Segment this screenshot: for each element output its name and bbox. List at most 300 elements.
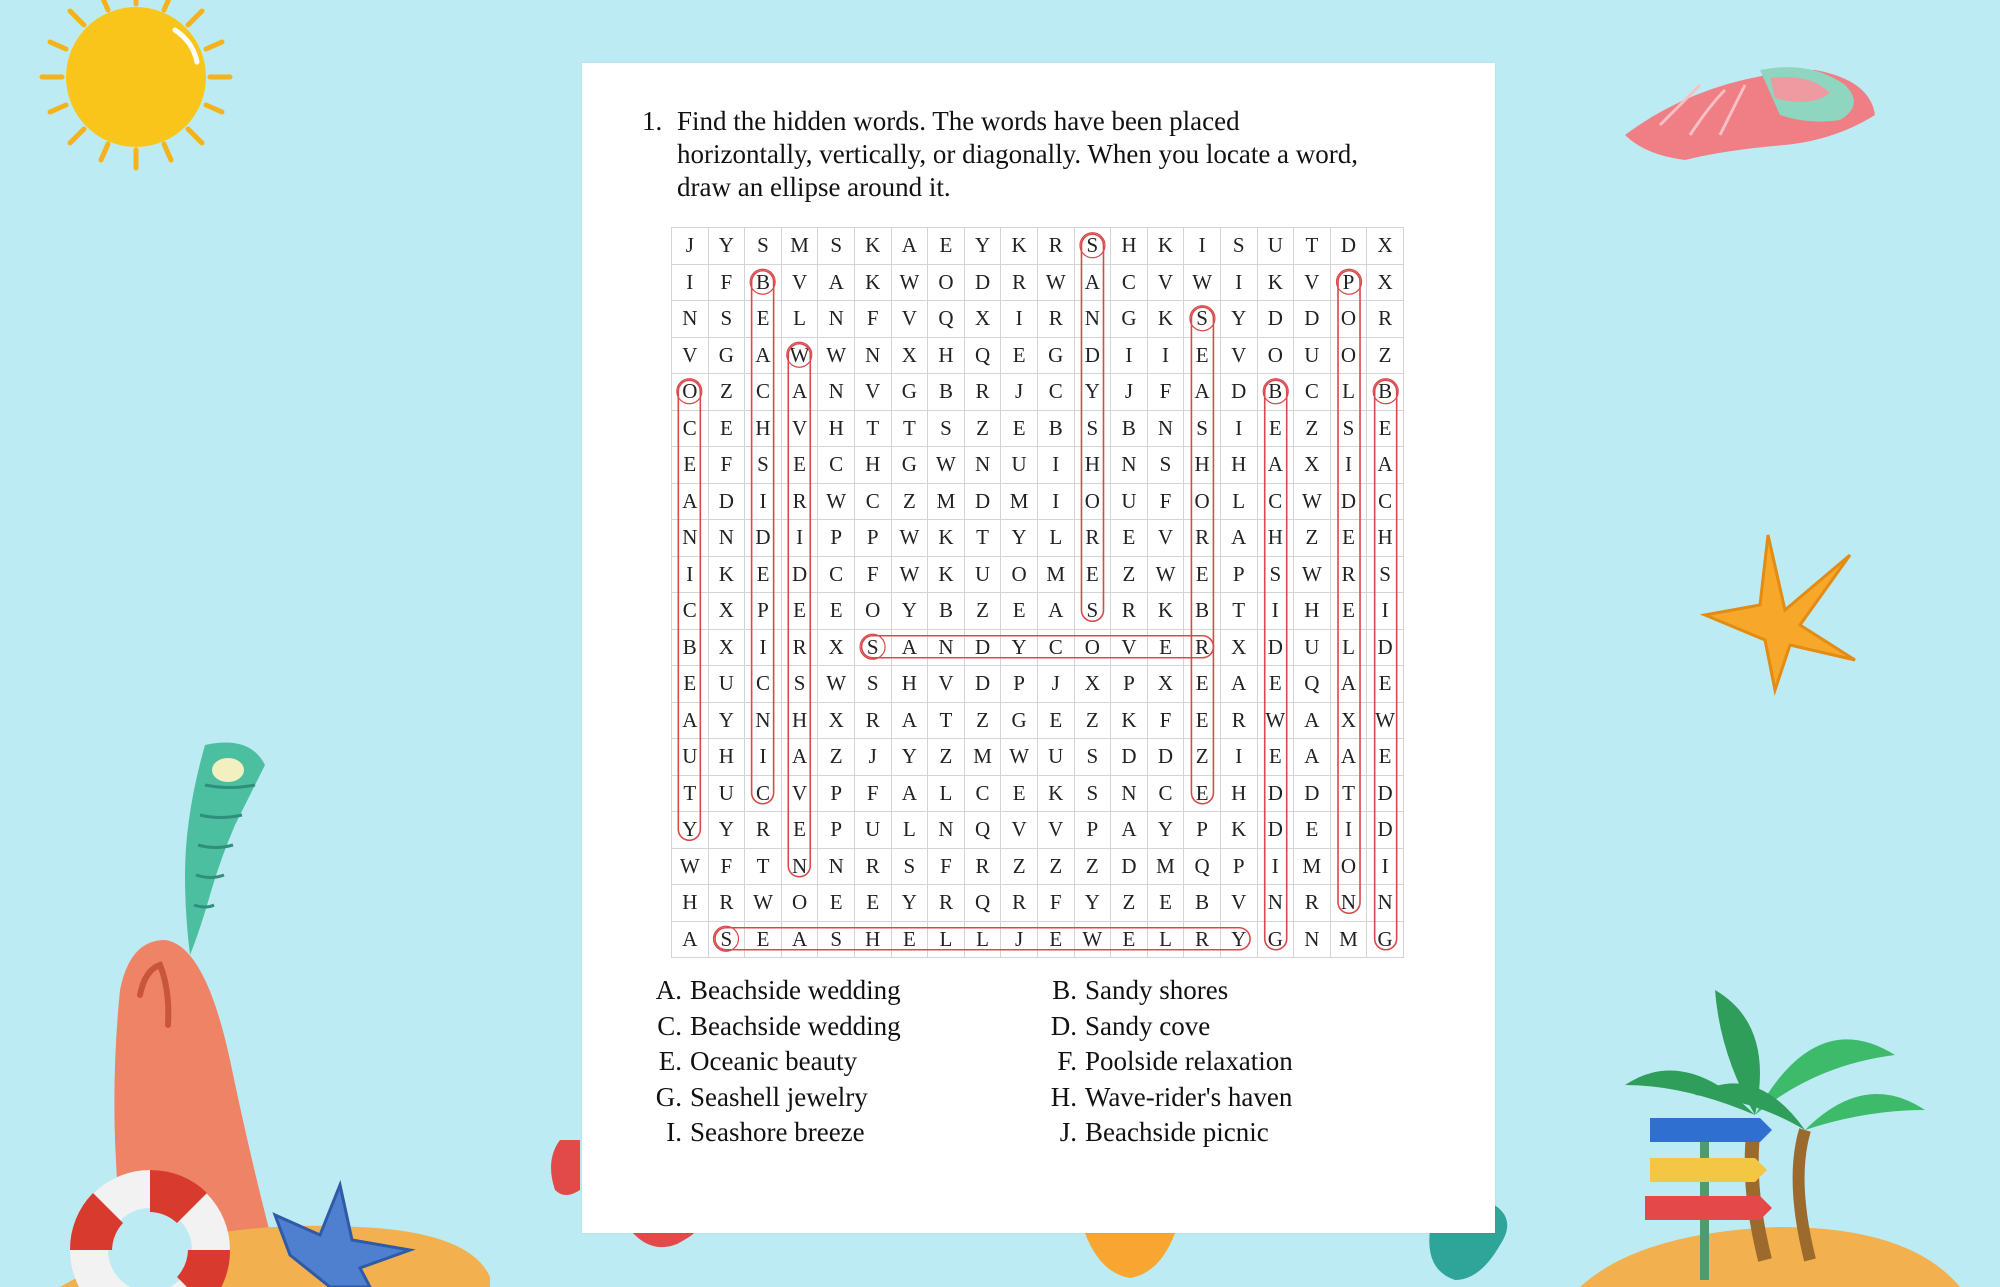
grid-cell[interactable]: A	[1184, 374, 1221, 411]
grid-cell[interactable]: L	[928, 921, 965, 958]
grid-cell[interactable]: Y	[1074, 885, 1111, 922]
grid-cell[interactable]: C	[1147, 775, 1184, 812]
grid-cell[interactable]: O	[1001, 556, 1038, 593]
grid-cell[interactable]: S	[745, 228, 782, 265]
grid-cell[interactable]: W	[891, 264, 928, 301]
grid-cell[interactable]: R	[1074, 520, 1111, 557]
grid-cell[interactable]: E	[1111, 520, 1148, 557]
grid-cell[interactable]: Z	[1184, 739, 1221, 776]
grid-cell[interactable]: S	[1074, 228, 1111, 265]
grid-cell[interactable]: L	[781, 301, 818, 338]
grid-cell[interactable]: R	[928, 885, 965, 922]
grid-cell[interactable]: M	[1001, 483, 1038, 520]
grid-cell[interactable]: S	[1074, 775, 1111, 812]
answer-option[interactable]	[1041, 1080, 1406, 1116]
grid-cell[interactable]: I	[672, 556, 709, 593]
grid-cell[interactable]: I	[1220, 739, 1257, 776]
grid-cell[interactable]: I	[745, 629, 782, 666]
grid-cell[interactable]: G	[1257, 921, 1294, 958]
grid-cell[interactable]: Z	[1294, 410, 1331, 447]
grid-cell[interactable]: L	[1037, 520, 1074, 557]
grid-cell[interactable]: V	[781, 410, 818, 447]
grid-cell[interactable]: A	[672, 702, 709, 739]
grid-cell[interactable]: R	[1184, 520, 1221, 557]
grid-cell[interactable]: D	[1147, 739, 1184, 776]
grid-cell[interactable]: Z	[1367, 337, 1404, 374]
grid-cell[interactable]: K	[1220, 812, 1257, 849]
grid-cell[interactable]: K	[854, 264, 891, 301]
grid-cell[interactable]: S	[891, 848, 928, 885]
grid-cell[interactable]: E	[708, 410, 745, 447]
grid-cell[interactable]: N	[818, 301, 855, 338]
grid-cell[interactable]: E	[1367, 666, 1404, 703]
grid-cell[interactable]: F	[1147, 483, 1184, 520]
grid-cell[interactable]: Z	[928, 739, 965, 776]
grid-cell[interactable]: A	[891, 228, 928, 265]
grid-cell[interactable]: L	[1330, 374, 1367, 411]
grid-cell[interactable]: J	[1001, 374, 1038, 411]
grid-cell[interactable]: S	[745, 447, 782, 484]
grid-cell[interactable]: C	[1294, 374, 1331, 411]
grid-cell[interactable]: C	[818, 556, 855, 593]
grid-cell[interactable]: L	[1220, 483, 1257, 520]
grid-cell[interactable]: E	[745, 921, 782, 958]
grid-cell[interactable]: A	[891, 629, 928, 666]
grid-cell[interactable]: H	[1294, 593, 1331, 630]
grid-cell[interactable]: R	[745, 812, 782, 849]
grid-cell[interactable]: H	[1367, 520, 1404, 557]
grid-cell[interactable]: E	[672, 447, 709, 484]
grid-cell[interactable]: A	[1111, 812, 1148, 849]
grid-cell[interactable]: Z	[818, 739, 855, 776]
grid-cell[interactable]: X	[891, 337, 928, 374]
grid-cell[interactable]: W	[1367, 702, 1404, 739]
grid-cell[interactable]: R	[781, 483, 818, 520]
grid-cell[interactable]: I	[1330, 447, 1367, 484]
grid-cell[interactable]: D	[964, 666, 1001, 703]
grid-cell[interactable]: E	[1367, 410, 1404, 447]
grid-cell[interactable]: E	[1257, 739, 1294, 776]
grid-cell[interactable]: S	[1184, 301, 1221, 338]
answer-option[interactable]	[1041, 1009, 1406, 1045]
grid-cell[interactable]: D	[964, 483, 1001, 520]
grid-cell[interactable]: V	[781, 775, 818, 812]
grid-cell[interactable]: I	[781, 520, 818, 557]
grid-cell[interactable]: R	[1001, 264, 1038, 301]
grid-cell[interactable]: W	[781, 337, 818, 374]
grid-cell[interactable]: K	[1147, 228, 1184, 265]
grid-cell[interactable]: K	[1147, 593, 1184, 630]
grid-cell[interactable]: C	[1367, 483, 1404, 520]
grid-cell[interactable]: Y	[1001, 629, 1038, 666]
grid-cell[interactable]: A	[1257, 447, 1294, 484]
grid-cell[interactable]: P	[1184, 812, 1221, 849]
grid-cell[interactable]: V	[1220, 885, 1257, 922]
grid-cell[interactable]: O	[1330, 848, 1367, 885]
grid-cell[interactable]: T	[891, 410, 928, 447]
grid-cell[interactable]: Y	[964, 228, 1001, 265]
grid-cell[interactable]: P	[854, 520, 891, 557]
grid-cell[interactable]: O	[1257, 337, 1294, 374]
grid-cell[interactable]: C	[1257, 483, 1294, 520]
grid-cell[interactable]: Y	[1147, 812, 1184, 849]
grid-cell[interactable]: K	[1111, 702, 1148, 739]
grid-cell[interactable]: A	[891, 775, 928, 812]
grid-cell[interactable]: R	[1037, 301, 1074, 338]
grid-cell[interactable]: U	[964, 556, 1001, 593]
grid-cell[interactable]: Y	[672, 812, 709, 849]
grid-cell[interactable]: E	[745, 556, 782, 593]
grid-cell[interactable]: W	[891, 520, 928, 557]
grid-cell[interactable]: N	[781, 848, 818, 885]
grid-cell[interactable]: W	[1294, 483, 1331, 520]
answer-option[interactable]	[646, 1044, 1041, 1080]
grid-cell[interactable]: D	[1111, 739, 1148, 776]
grid-cell[interactable]: O	[928, 264, 965, 301]
grid-cell[interactable]: E	[1184, 337, 1221, 374]
grid-cell[interactable]: O	[1330, 301, 1367, 338]
answer-option[interactable]	[1041, 973, 1406, 1009]
grid-cell[interactable]: H	[745, 410, 782, 447]
grid-cell[interactable]: E	[1001, 410, 1038, 447]
grid-cell[interactable]: H	[1074, 447, 1111, 484]
grid-cell[interactable]: Y	[891, 885, 928, 922]
grid-cell[interactable]: F	[854, 775, 891, 812]
grid-cell[interactable]: H	[854, 447, 891, 484]
grid-cell[interactable]: I	[1037, 447, 1074, 484]
grid-cell[interactable]: A	[1220, 520, 1257, 557]
grid-cell[interactable]: A	[1074, 264, 1111, 301]
answer-option[interactable]	[646, 1080, 1041, 1116]
grid-cell[interactable]: P	[1001, 666, 1038, 703]
grid-cell[interactable]: D	[1257, 775, 1294, 812]
grid-cell[interactable]: T	[928, 702, 965, 739]
grid-cell[interactable]: V	[1037, 812, 1074, 849]
grid-cell[interactable]: N	[1294, 921, 1331, 958]
grid-cell[interactable]: E	[1074, 556, 1111, 593]
grid-cell[interactable]: S	[781, 666, 818, 703]
grid-cell[interactable]: H	[708, 739, 745, 776]
grid-cell[interactable]: G	[891, 447, 928, 484]
grid-cell[interactable]: S	[708, 921, 745, 958]
grid-cell[interactable]: A	[1294, 739, 1331, 776]
grid-cell[interactable]: U	[1294, 629, 1331, 666]
grid-cell[interactable]: J	[672, 228, 709, 265]
grid-cell[interactable]: L	[964, 921, 1001, 958]
answer-option[interactable]	[646, 973, 1041, 1009]
grid-cell[interactable]: F	[708, 447, 745, 484]
grid-cell[interactable]: A	[672, 483, 709, 520]
grid-cell[interactable]: D	[1111, 848, 1148, 885]
grid-cell[interactable]: W	[1001, 739, 1038, 776]
grid-cell[interactable]: O	[672, 374, 709, 411]
grid-cell[interactable]: P	[1220, 556, 1257, 593]
grid-cell[interactable]: W	[818, 483, 855, 520]
grid-cell[interactable]: D	[745, 520, 782, 557]
grid-cell[interactable]: S	[818, 228, 855, 265]
grid-cell[interactable]: T	[1294, 228, 1331, 265]
grid-cell[interactable]: D	[781, 556, 818, 593]
grid-cell[interactable]: C	[964, 775, 1001, 812]
grid-cell[interactable]: H	[781, 702, 818, 739]
grid-cell[interactable]: S	[1074, 739, 1111, 776]
grid-cell[interactable]: H	[1111, 228, 1148, 265]
grid-cell[interactable]: H	[818, 410, 855, 447]
grid-cell[interactable]: T	[1330, 775, 1367, 812]
grid-cell[interactable]: L	[891, 812, 928, 849]
grid-cell[interactable]: N	[1074, 301, 1111, 338]
grid-cell[interactable]: B	[928, 374, 965, 411]
grid-cell[interactable]: E	[781, 812, 818, 849]
grid-cell[interactable]: X	[1074, 666, 1111, 703]
grid-cell[interactable]: Z	[1001, 848, 1038, 885]
grid-cell[interactable]: D	[1367, 775, 1404, 812]
grid-cell[interactable]: U	[708, 775, 745, 812]
grid-cell[interactable]: E	[1257, 666, 1294, 703]
grid-cell[interactable]: X	[708, 629, 745, 666]
grid-cell[interactable]: I	[1037, 483, 1074, 520]
grid-cell[interactable]: N	[1111, 775, 1148, 812]
grid-cell[interactable]: P	[745, 593, 782, 630]
grid-cell[interactable]: E	[672, 666, 709, 703]
grid-cell[interactable]: U	[1001, 447, 1038, 484]
answer-option[interactable]	[1041, 1044, 1406, 1080]
grid-cell[interactable]: I	[672, 264, 709, 301]
grid-cell[interactable]: B	[1111, 410, 1148, 447]
grid-cell[interactable]: E	[1001, 775, 1038, 812]
grid-cell[interactable]: N	[1257, 885, 1294, 922]
grid-cell[interactable]: J	[854, 739, 891, 776]
grid-cell[interactable]: U	[854, 812, 891, 849]
grid-cell[interactable]: W	[818, 337, 855, 374]
grid-cell[interactable]: Y	[1001, 520, 1038, 557]
grid-cell[interactable]: N	[745, 702, 782, 739]
grid-cell[interactable]: Z	[1037, 848, 1074, 885]
grid-cell[interactable]: V	[781, 264, 818, 301]
grid-cell[interactable]: D	[1367, 812, 1404, 849]
grid-cell[interactable]: Q	[1184, 848, 1221, 885]
grid-cell[interactable]: S	[1074, 410, 1111, 447]
grid-cell[interactable]: N	[1111, 447, 1148, 484]
grid-cell[interactable]: D	[1294, 301, 1331, 338]
grid-cell[interactable]: E	[1001, 337, 1038, 374]
grid-cell[interactable]: F	[708, 848, 745, 885]
grid-cell[interactable]: N	[708, 520, 745, 557]
grid-cell[interactable]: C	[745, 374, 782, 411]
grid-cell[interactable]: M	[964, 739, 1001, 776]
grid-cell[interactable]: H	[1184, 447, 1221, 484]
grid-cell[interactable]: E	[1111, 921, 1148, 958]
grid-cell[interactable]: P	[1111, 666, 1148, 703]
grid-cell[interactable]: V	[1111, 629, 1148, 666]
grid-cell[interactable]: D	[964, 629, 1001, 666]
grid-cell[interactable]: E	[1184, 775, 1221, 812]
grid-cell[interactable]: Q	[964, 337, 1001, 374]
grid-cell[interactable]: U	[1111, 483, 1148, 520]
grid-cell[interactable]: U	[1294, 337, 1331, 374]
grid-cell[interactable]: W	[1294, 556, 1331, 593]
grid-cell[interactable]: E	[928, 228, 965, 265]
grid-cell[interactable]: G	[1111, 301, 1148, 338]
grid-cell[interactable]: B	[1184, 593, 1221, 630]
grid-cell[interactable]: J	[1111, 374, 1148, 411]
grid-cell[interactable]: T	[964, 520, 1001, 557]
grid-cell[interactable]: R	[1294, 885, 1331, 922]
grid-cell[interactable]: S	[1330, 410, 1367, 447]
grid-cell[interactable]: X	[818, 629, 855, 666]
grid-cell[interactable]: E	[1330, 520, 1367, 557]
grid-cell[interactable]: S	[1147, 447, 1184, 484]
grid-cell[interactable]: R	[964, 848, 1001, 885]
grid-cell[interactable]: I	[1111, 337, 1148, 374]
grid-cell[interactable]: W	[928, 447, 965, 484]
grid-cell[interactable]: Z	[708, 374, 745, 411]
grid-cell[interactable]: C	[1037, 374, 1074, 411]
grid-cell[interactable]: X	[1330, 702, 1367, 739]
grid-cell[interactable]: R	[1037, 228, 1074, 265]
grid-cell[interactable]: A	[672, 921, 709, 958]
grid-cell[interactable]: N	[1367, 885, 1404, 922]
grid-cell[interactable]: O	[854, 593, 891, 630]
grid-cell[interactable]: D	[1220, 374, 1257, 411]
grid-cell[interactable]: I	[745, 483, 782, 520]
grid-cell[interactable]: R	[854, 848, 891, 885]
grid-cell[interactable]: S	[818, 921, 855, 958]
grid-cell[interactable]: K	[708, 556, 745, 593]
grid-cell[interactable]: D	[964, 264, 1001, 301]
grid-cell[interactable]: O	[781, 885, 818, 922]
grid-cell[interactable]: X	[1367, 264, 1404, 301]
grid-cell[interactable]: V	[891, 301, 928, 338]
grid-cell[interactable]: Q	[928, 301, 965, 338]
grid-cell[interactable]: M	[1330, 921, 1367, 958]
grid-cell[interactable]: P	[1330, 264, 1367, 301]
grid-cell[interactable]: M	[928, 483, 965, 520]
grid-cell[interactable]: N	[854, 337, 891, 374]
grid-cell[interactable]: A	[781, 374, 818, 411]
grid-cell[interactable]: E	[1257, 410, 1294, 447]
grid-cell[interactable]: S	[1220, 228, 1257, 265]
grid-cell[interactable]: S	[1184, 410, 1221, 447]
grid-cell[interactable]: D	[1367, 629, 1404, 666]
grid-cell[interactable]: C	[745, 666, 782, 703]
grid-cell[interactable]: D	[1257, 301, 1294, 338]
answer-option[interactable]	[1041, 1115, 1406, 1151]
grid-cell[interactable]: B	[672, 629, 709, 666]
grid-cell[interactable]: S	[1074, 593, 1111, 630]
grid-cell[interactable]: N	[672, 520, 709, 557]
grid-cell[interactable]: V	[928, 666, 965, 703]
grid-cell[interactable]: S	[854, 629, 891, 666]
grid-cell[interactable]: L	[1330, 629, 1367, 666]
grid-cell[interactable]: Z	[1074, 848, 1111, 885]
grid-cell[interactable]: Z	[964, 410, 1001, 447]
grid-cell[interactable]: Z	[1111, 885, 1148, 922]
grid-cell[interactable]: P	[818, 775, 855, 812]
grid-cell[interactable]: V	[1294, 264, 1331, 301]
grid-cell[interactable]: E	[1294, 812, 1331, 849]
grid-cell[interactable]: A	[1330, 739, 1367, 776]
grid-cell[interactable]: C	[672, 593, 709, 630]
grid-cell[interactable]: A	[1367, 447, 1404, 484]
grid-cell[interactable]: G	[1367, 921, 1404, 958]
grid-cell[interactable]: A	[781, 921, 818, 958]
grid-cell[interactable]: W	[1257, 702, 1294, 739]
grid-cell[interactable]: Y	[708, 228, 745, 265]
grid-cell[interactable]: X	[818, 702, 855, 739]
grid-cell[interactable]: R	[1330, 556, 1367, 593]
grid-cell[interactable]: N	[1330, 885, 1367, 922]
grid-cell[interactable]: D	[1257, 812, 1294, 849]
grid-cell[interactable]: W	[745, 885, 782, 922]
grid-cell[interactable]: O	[1330, 337, 1367, 374]
grid-cell[interactable]: B	[1257, 374, 1294, 411]
grid-cell[interactable]: I	[1367, 593, 1404, 630]
grid-cell[interactable]: E	[1147, 885, 1184, 922]
grid-cell[interactable]: E	[1037, 921, 1074, 958]
grid-cell[interactable]: Y	[1220, 921, 1257, 958]
grid-cell[interactable]: A	[891, 702, 928, 739]
grid-cell[interactable]: A	[1037, 593, 1074, 630]
grid-cell[interactable]: E	[1184, 702, 1221, 739]
grid-cell[interactable]: E	[1001, 593, 1038, 630]
grid-cell[interactable]: U	[672, 739, 709, 776]
grid-cell[interactable]: R	[1184, 629, 1221, 666]
grid-cell[interactable]: O	[1074, 483, 1111, 520]
grid-cell[interactable]: R	[781, 629, 818, 666]
grid-cell[interactable]: E	[891, 921, 928, 958]
grid-cell[interactable]: G	[1001, 702, 1038, 739]
grid-cell[interactable]: M	[1147, 848, 1184, 885]
grid-cell[interactable]: E	[854, 885, 891, 922]
grid-cell[interactable]: R	[854, 702, 891, 739]
grid-cell[interactable]: F	[928, 848, 965, 885]
grid-cell[interactable]: Y	[891, 739, 928, 776]
grid-cell[interactable]: R	[708, 885, 745, 922]
grid-cell[interactable]: B	[1367, 374, 1404, 411]
grid-cell[interactable]: R	[1001, 885, 1038, 922]
grid-cell[interactable]: E	[1367, 739, 1404, 776]
grid-cell[interactable]: K	[1037, 775, 1074, 812]
grid-cell[interactable]: N	[818, 848, 855, 885]
grid-cell[interactable]: X	[1294, 447, 1331, 484]
grid-cell[interactable]: H	[854, 921, 891, 958]
grid-cell[interactable]: J	[1037, 666, 1074, 703]
grid-cell[interactable]: D	[1294, 775, 1331, 812]
grid-cell[interactable]: V	[1147, 264, 1184, 301]
grid-cell[interactable]: T	[745, 848, 782, 885]
grid-cell[interactable]: K	[928, 556, 965, 593]
answer-option[interactable]	[646, 1009, 1041, 1045]
grid-cell[interactable]: A	[745, 337, 782, 374]
grid-cell[interactable]: E	[781, 593, 818, 630]
grid-cell[interactable]: A	[1294, 702, 1331, 739]
grid-cell[interactable]: Y	[891, 593, 928, 630]
grid-cell[interactable]: V	[1220, 337, 1257, 374]
grid-cell[interactable]: D	[708, 483, 745, 520]
grid-cell[interactable]: A	[781, 739, 818, 776]
grid-cell[interactable]: I	[1001, 301, 1038, 338]
grid-cell[interactable]: W	[818, 666, 855, 703]
grid-cell[interactable]: N	[1147, 410, 1184, 447]
grid-cell[interactable]: T	[672, 775, 709, 812]
grid-cell[interactable]: R	[1111, 593, 1148, 630]
grid-cell[interactable]: G	[1037, 337, 1074, 374]
grid-cell[interactable]: E	[1184, 556, 1221, 593]
grid-cell[interactable]: F	[1037, 885, 1074, 922]
grid-cell[interactable]: D	[1330, 228, 1367, 265]
grid-cell[interactable]: C	[818, 447, 855, 484]
